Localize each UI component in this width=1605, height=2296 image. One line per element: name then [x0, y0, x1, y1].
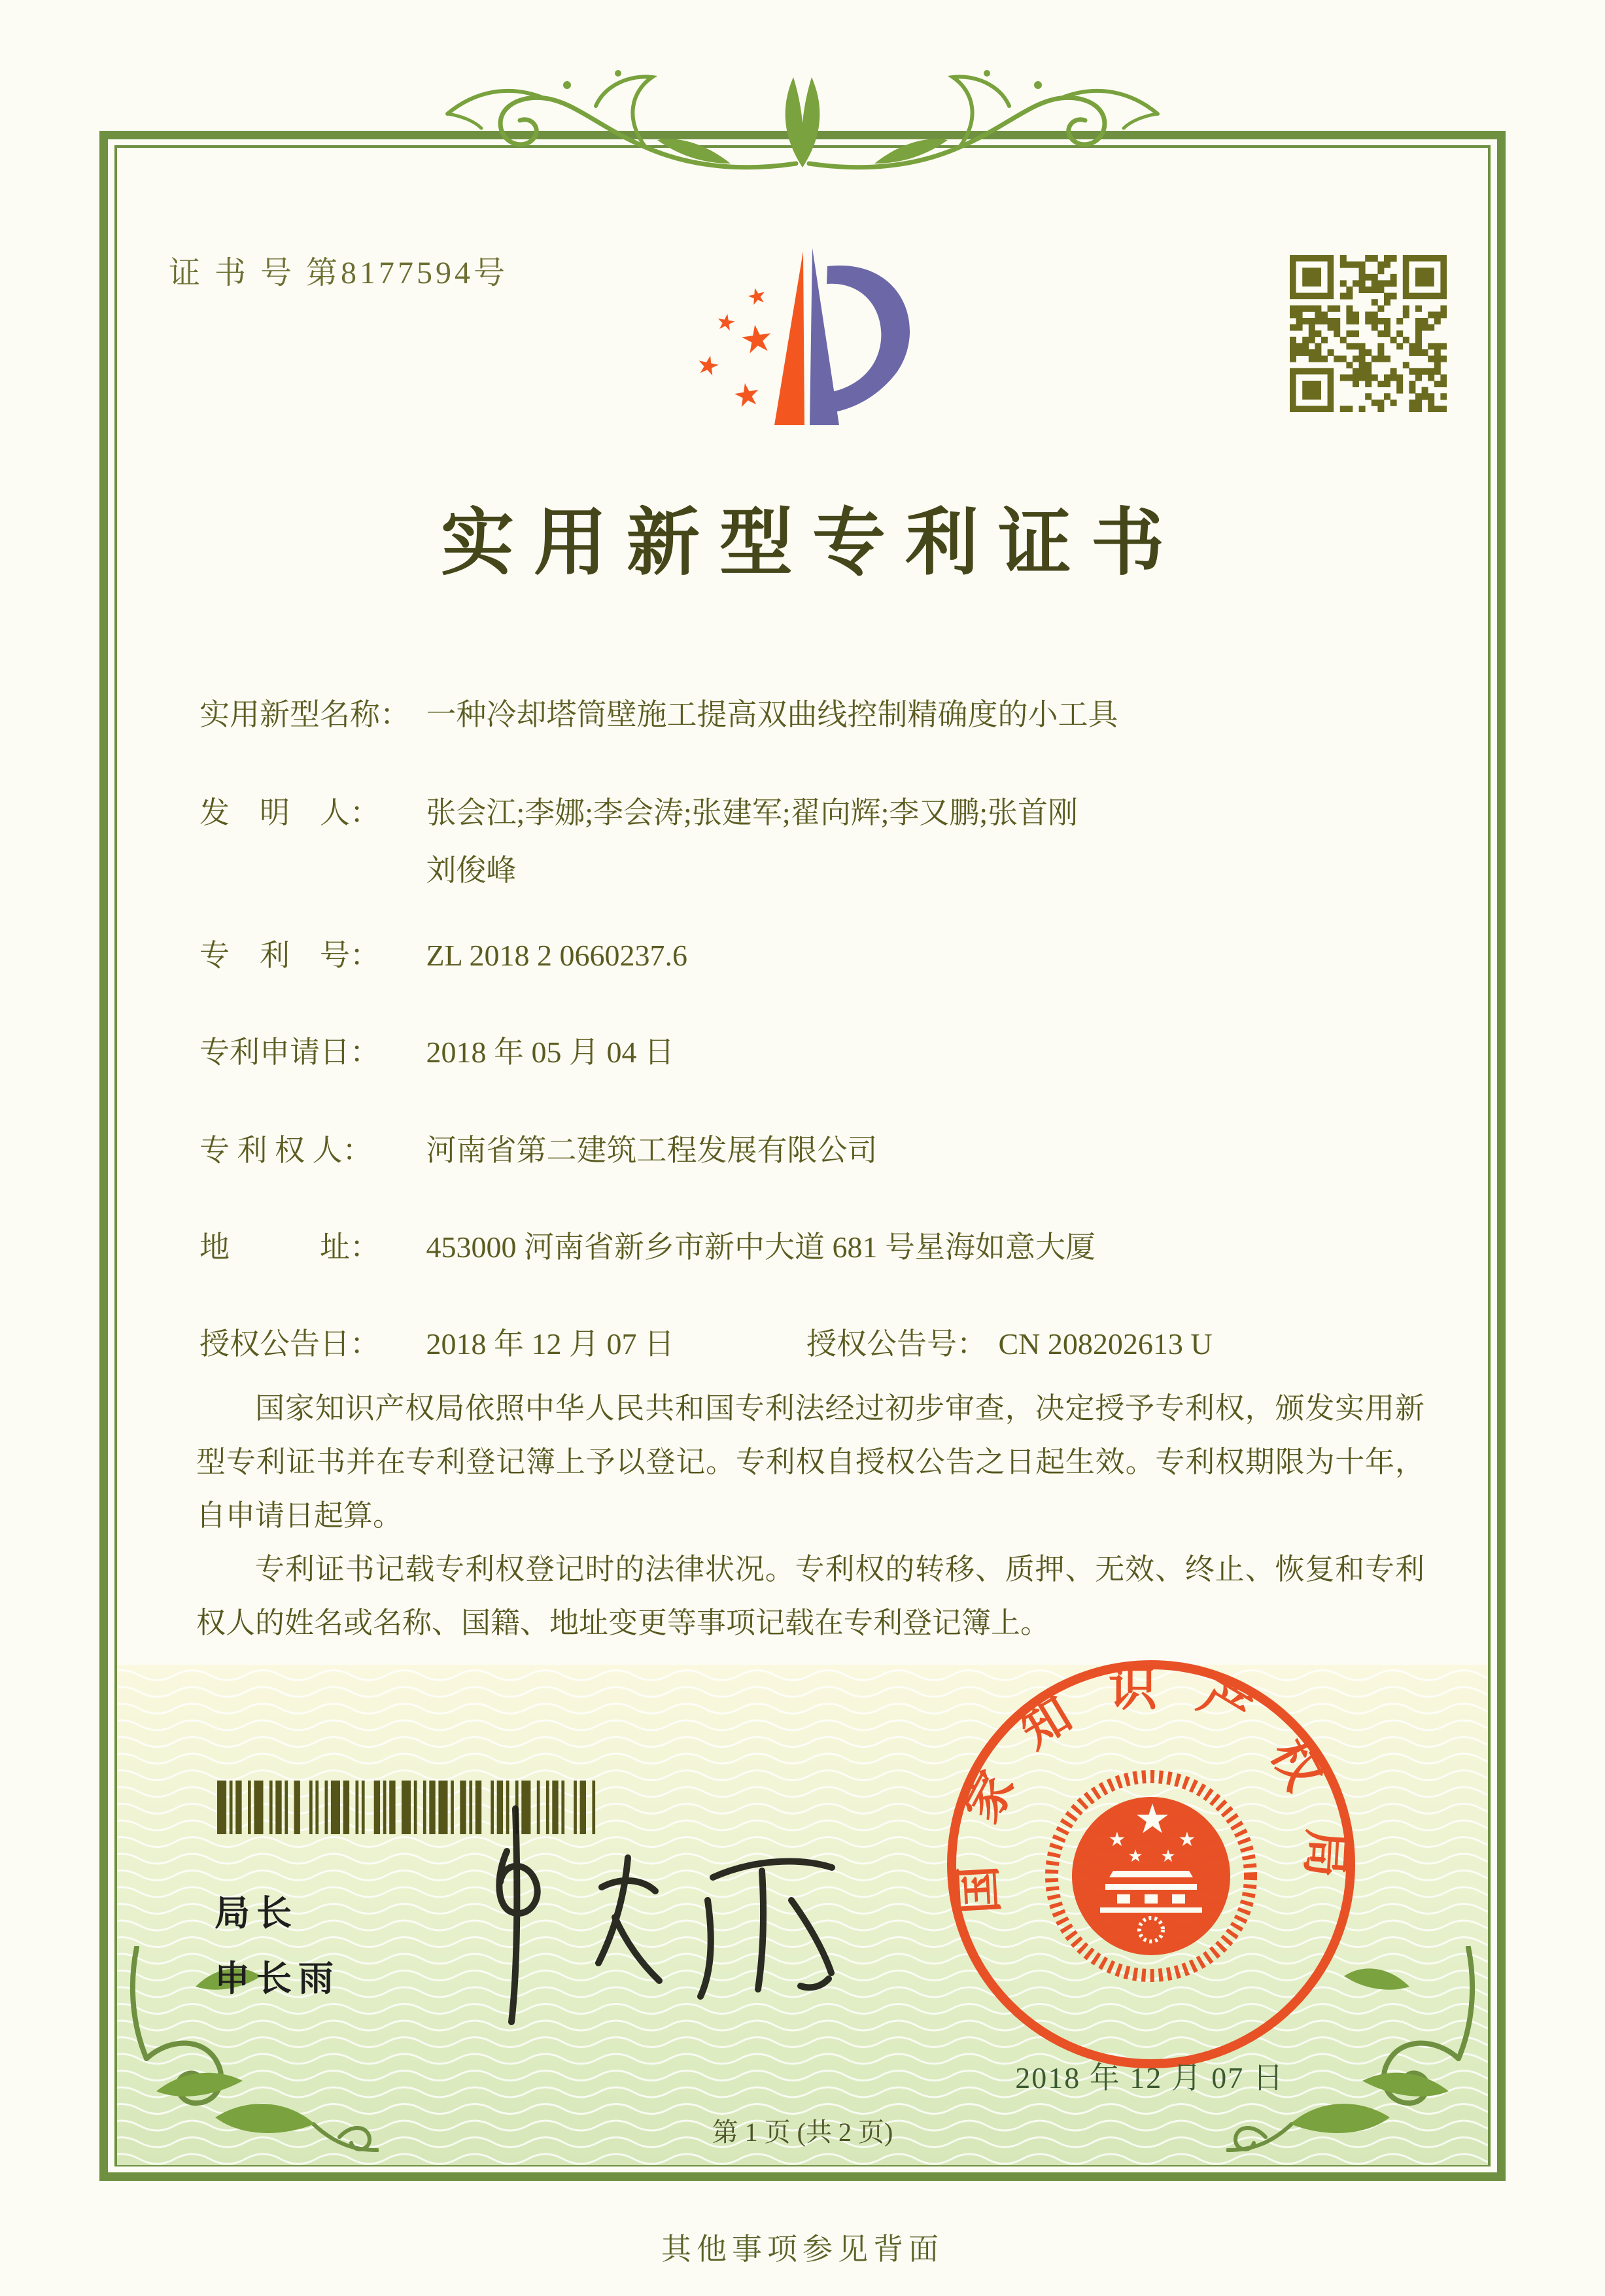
legal-paragraph-1: 国家知识产权局依照中华人民共和国专利法经过初步审查，决定授予专利权，颁发实用新型专利证书并在专利登记簿上予以登记。专利权自授权公告之日起生效。专利权期限为十年，自申请日起算。 — [196, 1392, 1424, 1532]
field-label-grant-date: 授权公告日： — [199, 1327, 380, 1361]
signature-icon — [399, 1789, 896, 2044]
field-label-name: 实用新型名称： — [199, 698, 410, 731]
cnipa-red-seal-icon — [934, 1647, 1368, 2081]
national-emblem-icon — [1052, 1777, 1251, 1975]
field-label-patentee: 专 利 权 人： — [199, 1134, 373, 1167]
field-label-filing-date: 专利申请日： — [199, 1035, 380, 1069]
certificate-number: 证 书 号 第8177594号 — [169, 256, 509, 290]
qr-code-icon — [1290, 255, 1447, 412]
field-label-patent-number: 专 利 号： — [199, 939, 380, 972]
field-value-inventors-line2: 刘俊峰 — [426, 854, 517, 887]
field-row-address — [199, 1223, 1455, 1266]
svg-text:★: ★ — [714, 307, 738, 338]
field-label-inventors: 发 明 人： — [199, 796, 380, 829]
bureau-chief-title: 局长 — [215, 1894, 298, 1933]
field-row-patent-number — [199, 931, 1455, 975]
field-row-patentee — [199, 1126, 1455, 1170]
field-row-inventors — [199, 789, 1455, 832]
field-label-grant-number: 授权公告号： — [806, 1327, 987, 1361]
svg-text:★: ★ — [1134, 1795, 1171, 1843]
legal-paragraph-2: 专利证书记载专利权登记时的法律状况。专利权的转移、质押、无效、终止、恢复和专利权人的姓名或名称、国籍、地址变更等事项记载在专利登记簿上。 — [196, 1553, 1424, 1639]
svg-text:★: ★ — [1128, 1847, 1143, 1866]
field-value-name: 一种冷却塔筒壁施工提高双曲线控制精确度的小工具 — [426, 698, 1118, 731]
svg-text:★: ★ — [736, 314, 777, 364]
bureau-chief-name: 申长雨 — [215, 1959, 340, 1998]
field-row-inventors-line2 — [199, 846, 1455, 890]
svg-text:★: ★ — [1108, 1828, 1126, 1851]
field-value-patentee: 河南省第二建筑工程发展有限公司 — [426, 1134, 878, 1167]
field-row-grant — [199, 1320, 1455, 1363]
field-value-address: 453000 河南省新乡市新中大道 681 号星海如意大厦 — [426, 1230, 1096, 1264]
field-row-name — [199, 691, 1455, 734]
field-value-grant-number: CN 208202613 U — [998, 1327, 1213, 1361]
svg-text:★: ★ — [1160, 1847, 1176, 1866]
field-row-filing-date — [199, 1028, 1455, 1071]
field-value-filing-date: 2018 年 05 月 04 日 — [426, 1035, 674, 1069]
field-label-address: 地 址： — [199, 1230, 380, 1264]
top-dragon-ornament-icon — [417, 39, 1188, 196]
back-side-note: 其他事项参见背面 — [661, 2233, 944, 2266]
seal-date: 2018 年 12 月 07 日 — [1015, 2061, 1285, 2095]
page-number: 第 1 页 (共 2 页) — [712, 2117, 893, 2147]
svg-text:★: ★ — [730, 374, 765, 416]
seal-arc-text: 国家知识产权局 — [949, 1662, 1353, 1916]
legal-text-block — [196, 1382, 1424, 1650]
cnipa-patent-logo-icon — [687, 243, 935, 440]
field-value-grant-date: 2018 年 12 月 07 日 — [426, 1327, 674, 1361]
field-value-inventors: 张会江;李娜;李会涛;张建军;翟向辉;李又鹏;张首刚 — [426, 796, 1079, 829]
svg-text:★: ★ — [744, 281, 770, 312]
svg-text:★: ★ — [1178, 1828, 1196, 1851]
field-value-patent-number: ZL 2018 2 0660237.6 — [426, 939, 687, 972]
svg-text:★: ★ — [693, 349, 723, 383]
certificate-title: 实用新型专利证书 — [441, 503, 1184, 584]
